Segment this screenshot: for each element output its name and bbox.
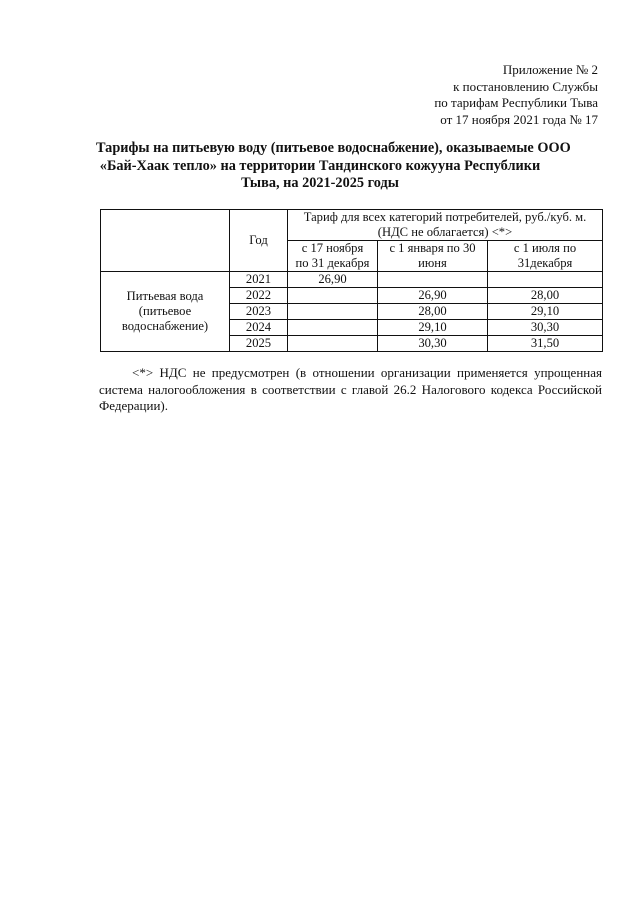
- service-name-cell: [101, 272, 230, 352]
- period-2-line-1: с 1 января по 30: [389, 241, 476, 255]
- year-cell: 2024: [230, 320, 288, 336]
- tariff-cell: 29,10: [378, 320, 488, 336]
- tariff-cell: 26,90: [378, 288, 488, 304]
- document-title: [96, 140, 571, 193]
- appendix-line-1: Приложение № 2: [502, 62, 598, 77]
- year-cell: 2021: [230, 272, 288, 288]
- year-header: Год: [249, 233, 268, 247]
- year-header-cell: [230, 210, 288, 272]
- appendix-line-3: по тарифам Республики Тыва: [434, 95, 598, 110]
- footnote: [99, 365, 602, 415]
- tariff-cell: [288, 336, 378, 352]
- period-3-line-2: 31декабря: [517, 256, 573, 270]
- tariff-cell: 30,30: [488, 320, 603, 336]
- period-3-header: [488, 241, 603, 272]
- tariff-cell: 31,50: [488, 336, 603, 352]
- year-cell: 2022: [230, 288, 288, 304]
- title-line-2: «Бай-Хаак тепло» на территории Тандинского кожууна Республики: [99, 157, 541, 174]
- year-cell: 2023: [230, 304, 288, 320]
- tariff-cell: 26,90: [288, 272, 378, 288]
- period-1-line-1: с 17 ноября: [301, 241, 364, 255]
- service-header-cell: [101, 210, 230, 272]
- service-line-1: Питьевая вода: [126, 289, 204, 303]
- appendix-header: [434, 62, 598, 128]
- period-2-line-2: июня: [418, 256, 447, 270]
- tariff-header-line-2: (НДС не облагается) <*>: [377, 225, 513, 239]
- tariff-cell: 29,10: [488, 304, 603, 320]
- period-1-header: [288, 241, 378, 272]
- period-1-line-2: по 31 декабря: [295, 256, 370, 270]
- tariff-cell: 28,00: [488, 288, 603, 304]
- service-line-2: (питьевое: [138, 304, 192, 318]
- tariff-header-cell: [288, 210, 603, 241]
- year-cell: 2025: [230, 336, 288, 352]
- tariff-cell: [288, 304, 378, 320]
- tariff-table: [100, 209, 603, 352]
- tariff-cell: 30,30: [378, 336, 488, 352]
- period-3-line-1: с 1 июля по: [513, 241, 577, 255]
- tariff-cell: [488, 272, 603, 288]
- title-line-3: Тыва, на 2021-2025 годы: [241, 175, 399, 191]
- service-line-3: водоснабжение): [121, 319, 209, 333]
- tariff-cell: 28,00: [378, 304, 488, 320]
- title-line-1: Тарифы на питьевую воду (питьевое водоснабжение), оказываемые ООО: [96, 140, 571, 156]
- tariff-cell: [288, 320, 378, 336]
- appendix-line-2: к постановлению Службы: [453, 78, 598, 94]
- tariff-cell: [378, 272, 488, 288]
- period-2-header: [378, 241, 488, 272]
- footnote-text: <*> НДС не предусмотрен (в отношении организации применяется упрощенная система налогообложения в соответствии с главой 26.2 Налогового кодекса Российской Федерации).: [99, 365, 602, 413]
- tariff-cell: [288, 288, 378, 304]
- appendix-line-4: от 17 ноября 2021 года № 17: [440, 111, 598, 127]
- tariff-header-line-1: Тариф для всех категорий потребителей, руб./куб. м.: [303, 210, 587, 224]
